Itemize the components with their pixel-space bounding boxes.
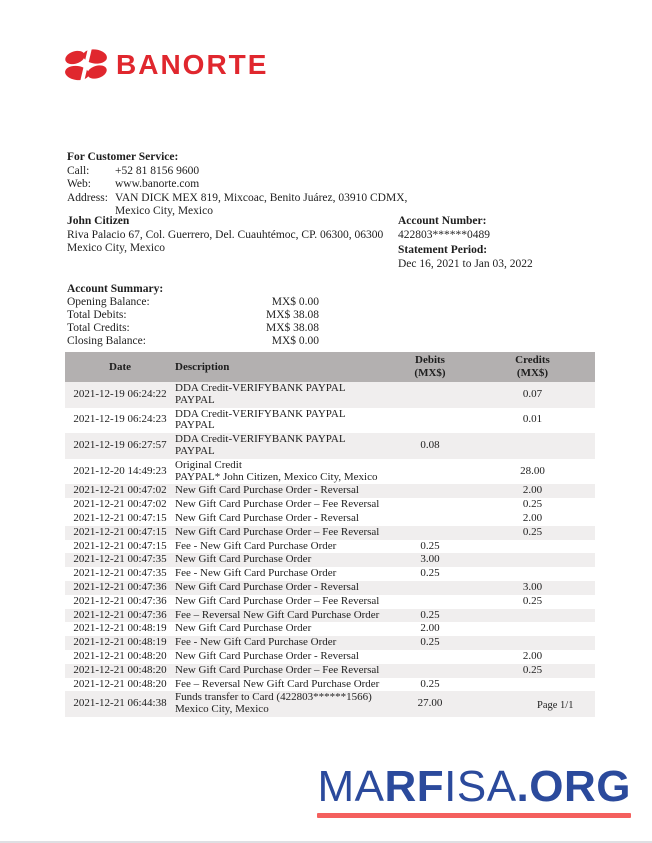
summary-value: MX$ 0.00: [271, 335, 319, 347]
account-number-label: Account Number:: [398, 215, 487, 227]
transaction-debit: 2.00: [420, 622, 440, 635]
banorte-logo: [64, 48, 268, 82]
banorte-emblem-icon: [64, 48, 108, 82]
transaction-debit: 0.25: [420, 539, 440, 552]
account-info-block: [398, 215, 533, 271]
description-line: PAYPAL: [175, 393, 215, 406]
customer-service-label: Address:: [67, 191, 108, 204]
description-line: DDA Credit-VERIFYBANK PAYPAL: [175, 382, 346, 394]
description-line: New Gift Card Purchase Order - Reversal: [175, 511, 359, 524]
summary-value: MX$ 38.08: [265, 309, 319, 321]
summary-label: Closing Balance:: [67, 335, 146, 347]
transaction-date: 2021-12-21 00:47:35: [73, 567, 167, 580]
transaction-date: 2021-12-21 00:48:20: [73, 649, 167, 662]
customer-service-row: [67, 165, 445, 179]
account-number-value: 422803******0489: [398, 228, 490, 241]
transaction-date: 2021-12-19 06:24:22: [73, 387, 167, 400]
customer-service-value: www.banorte.com: [115, 178, 200, 190]
customer-service-value: +52 81 8156 9600: [115, 164, 200, 177]
transaction-credit: 0.25: [522, 525, 543, 538]
table-row: [65, 553, 595, 567]
description-line: New Gift Card Purchase Order – Fee Reversal: [175, 663, 380, 676]
transaction-description: [175, 582, 390, 594]
account-summary-row: [67, 296, 319, 309]
transactions-body: [65, 382, 595, 717]
transaction-description: [175, 513, 390, 525]
description-line: Fee - New Gift Card Purchase Order: [175, 539, 337, 552]
transaction-description: [175, 460, 390, 484]
table-row: [65, 691, 595, 717]
transaction-date: 2021-12-21 00:47:02: [73, 498, 167, 511]
transactions-table: [65, 352, 595, 717]
customer-service-rows: [67, 165, 445, 219]
transaction-credit: 0.01: [522, 413, 543, 426]
account-holder-name: John Citizen: [67, 215, 130, 227]
transaction-description: [175, 527, 390, 539]
table-row: [65, 664, 595, 678]
account-summary-block: [67, 283, 319, 348]
transaction-date: 2021-12-20 14:49:23: [73, 464, 167, 477]
description-line: Fee - New Gift Card Purchase Order: [175, 567, 337, 580]
transaction-description: [175, 485, 390, 497]
description-line: New Gift Card Purchase Order: [175, 553, 312, 566]
transaction-date: 2021-12-21 00:47:02: [73, 484, 167, 497]
account-holder-block: [67, 215, 402, 256]
table-row: [65, 540, 595, 554]
transaction-credit: 3.00: [522, 580, 543, 593]
transaction-credit: 2.00: [522, 511, 543, 524]
description-line: DDA Credit-VERIFYBANK PAYPAL: [175, 433, 346, 446]
table-row: [65, 678, 595, 692]
transaction-description: [175, 409, 390, 433]
table-row: [65, 567, 595, 581]
table-row: [65, 459, 595, 485]
table-row: [65, 581, 595, 595]
transaction-description: [175, 434, 390, 458]
transaction-date: 2021-12-21 06:44:38: [73, 697, 167, 710]
account-summary-title: Account Summary:: [67, 283, 164, 295]
customer-service-row: [67, 178, 445, 192]
summary-label: Opening Balance:: [67, 296, 150, 308]
description-line: New Gift Card Purchase Order: [175, 622, 312, 635]
description-line: New Gift Card Purchase Order – Fee Reversal: [175, 498, 380, 511]
transaction-date: 2021-12-21 00:48:19: [73, 622, 167, 635]
marfisa-wordmark: [317, 764, 631, 810]
transaction-date: 2021-12-19 06:27:57: [73, 439, 167, 452]
account-summary-rows: [67, 296, 319, 348]
transaction-description: [175, 651, 390, 663]
table-row: [65, 484, 595, 498]
table-row: [65, 433, 595, 459]
transaction-debit: 27.00: [417, 697, 443, 710]
summary-value: MX$ 38.08: [265, 322, 319, 334]
customer-service-label: Web:: [67, 178, 91, 190]
account-summary-row: [67, 322, 319, 335]
transaction-description: [175, 623, 390, 635]
transaction-debit: 0.08: [420, 439, 440, 452]
marfisa-segment: RF: [384, 762, 445, 811]
description-line: DDA Credit-VERIFYBANK PAYPAL: [175, 407, 346, 420]
transaction-description: [175, 568, 390, 580]
transaction-description: [175, 499, 390, 511]
description-line: New Gift Card Purchase Order - Reversal: [175, 484, 359, 497]
table-row: [65, 408, 595, 434]
transaction-debit: 0.25: [420, 636, 440, 649]
transaction-credit: 2.00: [522, 484, 543, 497]
customer-service-label: Call:: [67, 164, 90, 177]
transaction-credit: 0.25: [522, 663, 543, 676]
marfisa-segment: MA: [317, 762, 385, 811]
transaction-debit: 0.25: [420, 608, 440, 621]
marfisa-segment: ISA: [444, 762, 517, 811]
description-line: Original Credit: [175, 458, 242, 471]
customer-service-title: For Customer Service:: [67, 151, 179, 163]
table-row: [65, 498, 595, 512]
description-line: New Gift Card Purchase Order – Fee Reversal: [175, 525, 380, 538]
header-description: Description: [175, 360, 230, 373]
transaction-date: 2021-12-21 00:47:36: [73, 608, 167, 621]
description-line: PAYPAL: [175, 419, 215, 432]
transaction-date: 2021-12-21 00:47:15: [73, 511, 167, 524]
transaction-description: [175, 610, 390, 622]
transaction-date: 2021-12-21 00:47:15: [73, 525, 167, 538]
transaction-date: 2021-12-21 00:48:20: [73, 677, 167, 690]
banorte-wordmark: BANORTE: [116, 49, 269, 80]
transaction-credit: 0.25: [522, 498, 543, 511]
transaction-credit: 0.07: [522, 387, 543, 400]
summary-label: Total Debits:: [67, 309, 127, 321]
statement-period-value: Dec 16, 2021 to Jan 03, 2022: [398, 257, 533, 270]
transaction-date: 2021-12-21 00:47:36: [73, 580, 167, 593]
header-credits: Credits (MX$): [515, 354, 550, 379]
marfisa-watermark: [317, 764, 631, 818]
description-line: PAYPAL* John Citizen, Mexico City, Mexico: [175, 470, 378, 483]
transaction-credit: 2.00: [522, 649, 543, 662]
table-row: [65, 512, 595, 526]
transaction-date: 2021-12-19 06:24:23: [73, 413, 167, 426]
description-line: Fee - New Gift Card Purchase Order: [175, 636, 337, 649]
transaction-debit: 0.25: [420, 677, 440, 690]
customer-service-block: [67, 151, 445, 219]
description-line: New Gift Card Purchase Order – Fee Reversal: [175, 594, 380, 607]
table-row: [65, 609, 595, 623]
description-line: Fee – Reversal New Gift Card Purchase Order: [175, 677, 380, 690]
transaction-debit: 3.00: [420, 553, 440, 566]
transaction-date: 2021-12-21 00:48:19: [73, 636, 167, 649]
account-summary-row: [67, 335, 319, 348]
transaction-description: [175, 692, 390, 716]
table-row: [65, 636, 595, 650]
summary-value: MX$ 0.00: [271, 296, 319, 308]
customer-service-value: VAN DICK MEX 819, Mixcoac, Benito Juárez, 03910 CDMX, Mexico City, Mexico: [115, 191, 408, 217]
transaction-date: 2021-12-21 00:47:36: [73, 594, 167, 607]
description-line: New Gift Card Purchase Order - Reversal: [175, 580, 359, 593]
transaction-date: 2021-12-21 00:47:15: [73, 539, 167, 552]
description-line: New Gift Card Purchase Order - Reversal: [175, 649, 359, 662]
marfisa-segment: .ORG: [516, 762, 631, 811]
header-date: Date: [109, 360, 131, 373]
transaction-description: [175, 596, 390, 608]
transaction-credit: 0.25: [522, 594, 543, 607]
transaction-description: [175, 383, 390, 407]
description-line: Fee – Reversal New Gift Card Purchase Order: [175, 608, 380, 621]
description-line: Funds transfer to Card (422803******1566): [175, 691, 372, 704]
account-summary-row: [67, 309, 319, 322]
table-row: [65, 622, 595, 636]
page-number: Page 1/1: [537, 700, 574, 711]
transaction-description: [175, 554, 390, 566]
table-row: [65, 526, 595, 540]
header-debits: Debits (MX$): [414, 354, 446, 379]
transaction-description: [175, 541, 390, 553]
transaction-debit: 0.25: [420, 567, 440, 580]
description-line: Mexico City, Mexico: [175, 703, 269, 716]
table-row: [65, 382, 595, 408]
transaction-credit: 28.00: [520, 464, 545, 477]
summary-label: Total Credits:: [67, 322, 130, 334]
transaction-date: 2021-12-21 00:48:20: [73, 663, 167, 676]
account-holder-address: Riva Palacio 67, Col. Guerrero, Del. Cuauhtémoc, CP. 06300, 06300 Mexico City, Mexico: [67, 228, 384, 254]
marfisa-underline: [317, 813, 631, 818]
transaction-description: [175, 637, 390, 649]
transaction-description: [175, 679, 390, 691]
table-header-row: [65, 352, 595, 382]
table-row: [65, 595, 595, 609]
transaction-description: [175, 665, 390, 677]
table-row: [65, 650, 595, 664]
transaction-date: 2021-12-21 00:47:35: [73, 553, 167, 566]
description-line: PAYPAL: [175, 444, 215, 457]
statement-period-label: Statement Period:: [398, 244, 488, 256]
